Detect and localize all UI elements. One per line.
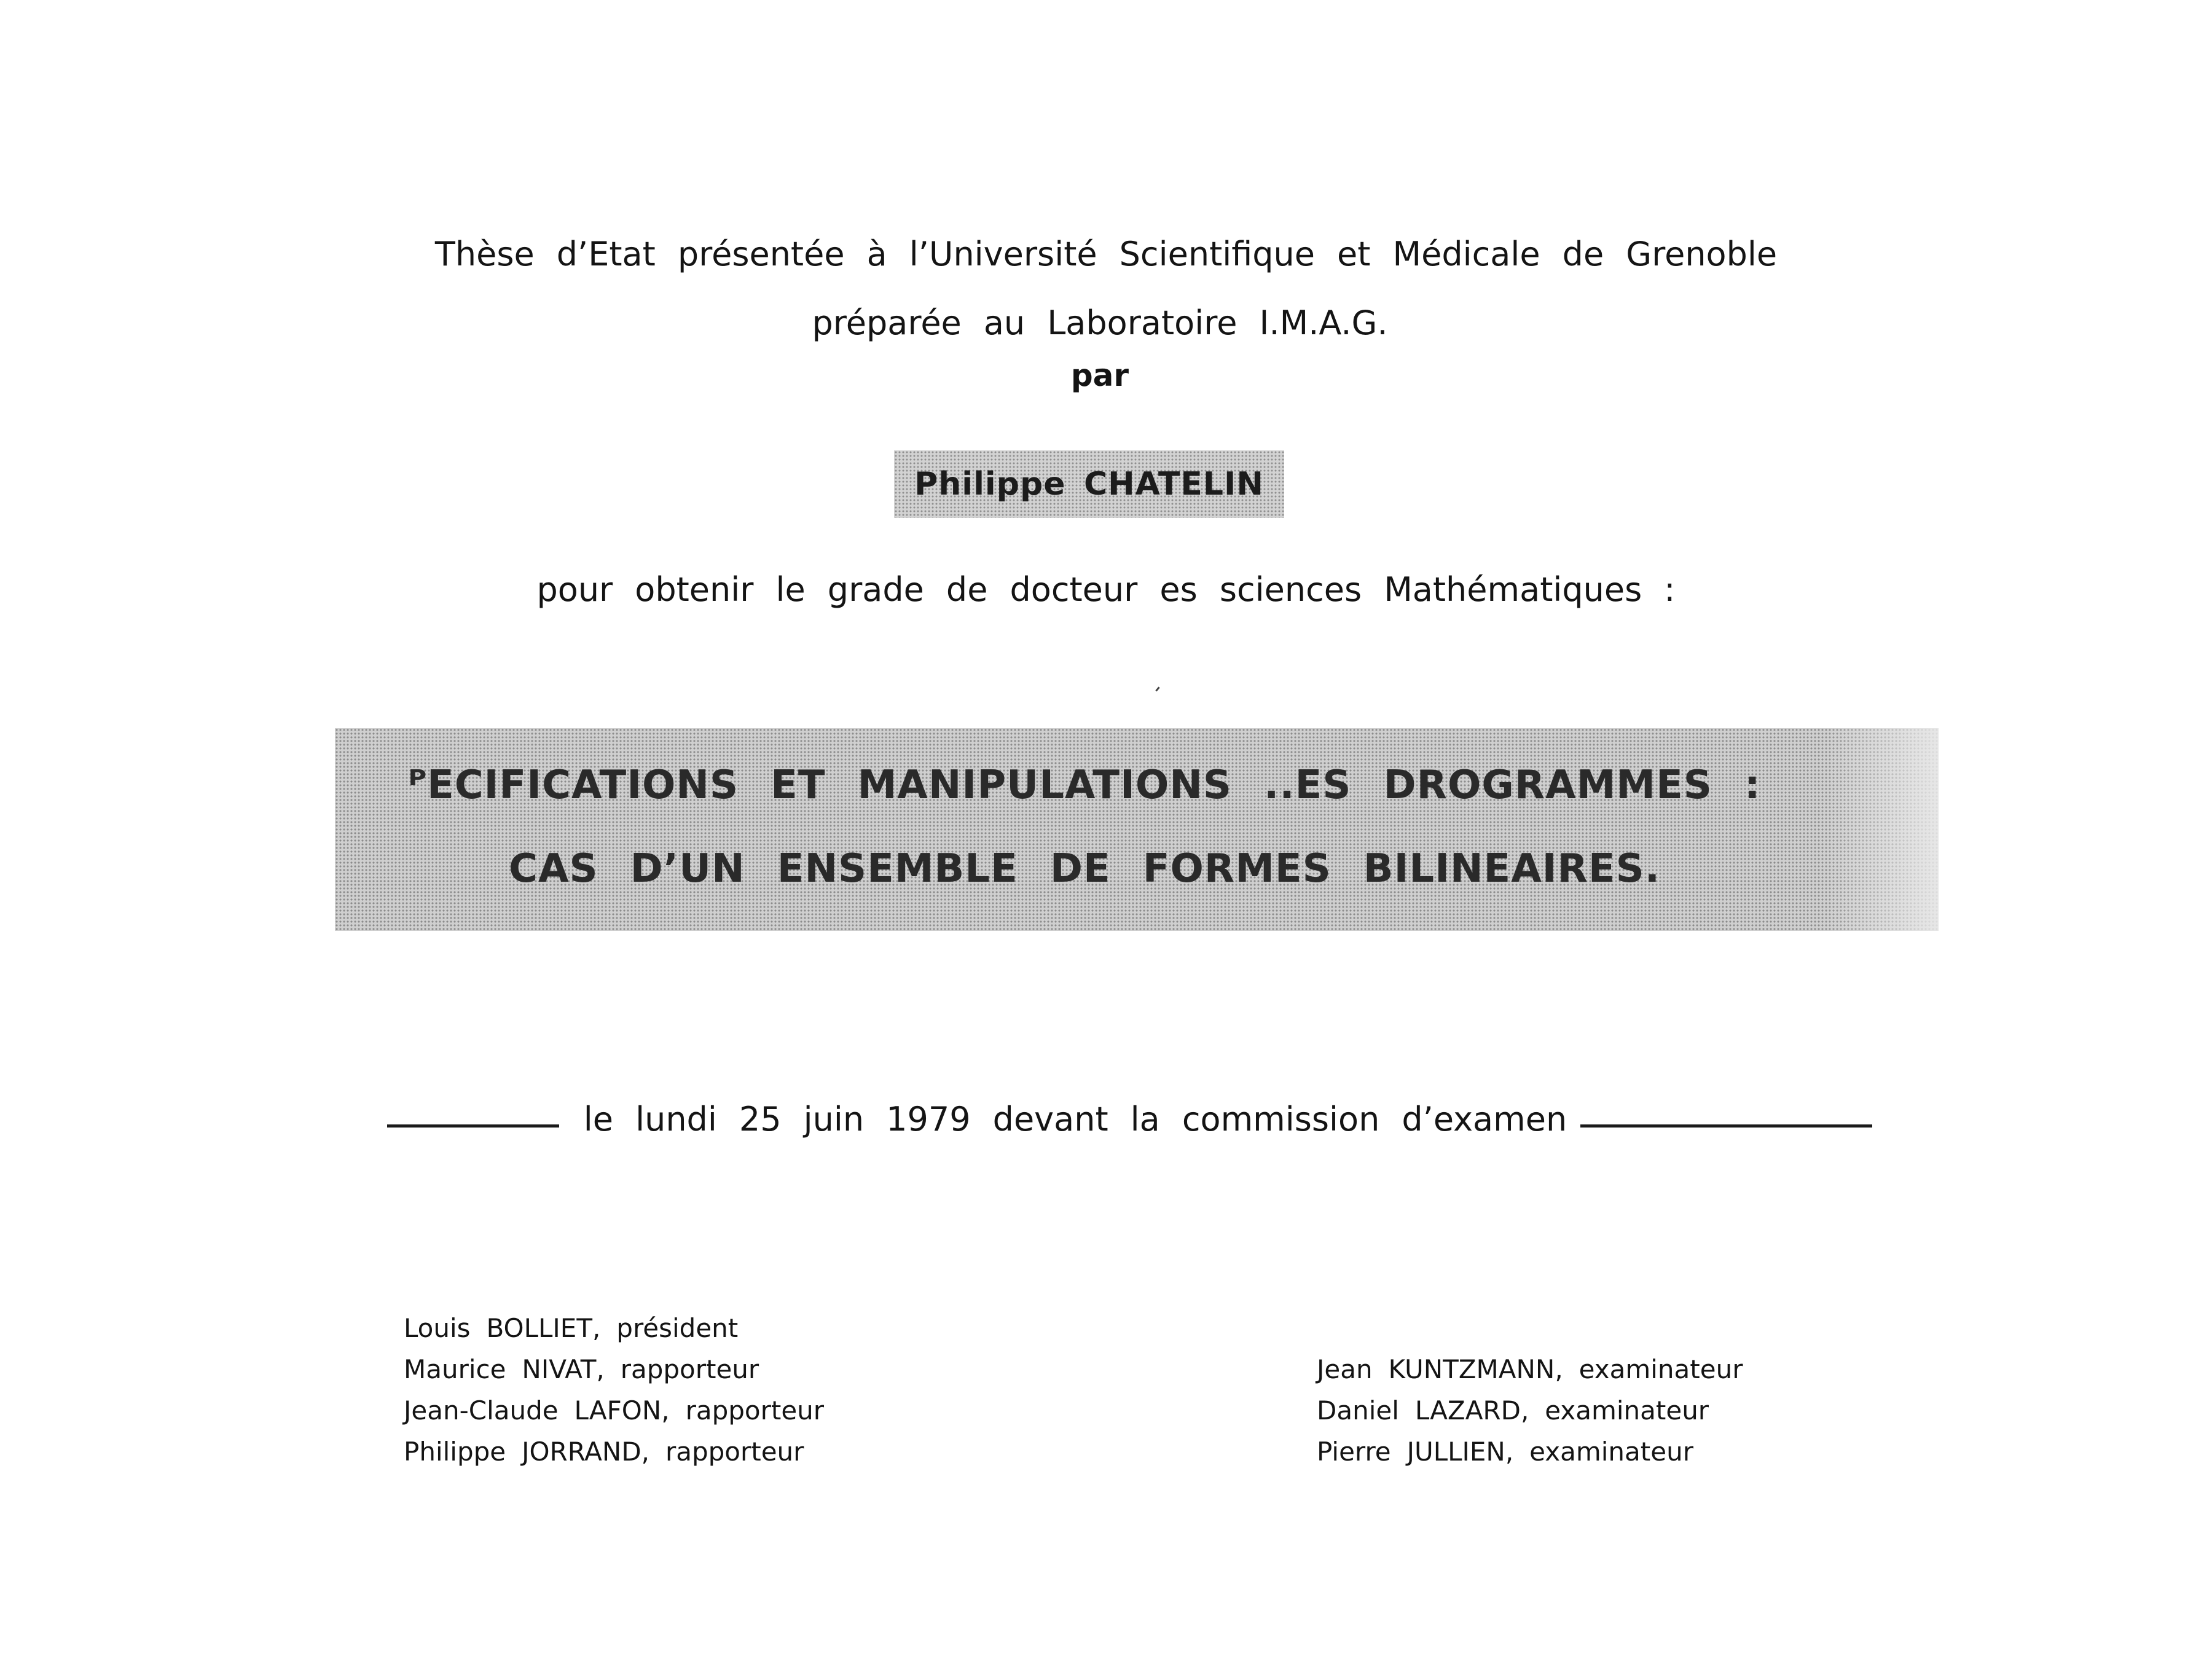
thesis-title-line-1: ᴾECIFICATIONS ET MANIPULATIONS ..ES DROGRAMMES :: [408, 763, 1761, 808]
jury-member: Jean-Claude LAFON, rapporteur: [404, 1395, 825, 1426]
header-line-par: par: [1070, 358, 1129, 393]
jury-member: Jean KUNTZMANN, examinateur: [1317, 1354, 1743, 1384]
header-line-laboratory: préparée au Laboratoire I.M.A.G.: [812, 304, 1388, 342]
defense-rule-left: [387, 1124, 559, 1128]
jury-member: Louis BOLLIET, président: [404, 1313, 739, 1343]
author-name: Philippe CHATELIN: [914, 466, 1264, 503]
author-highlight-box: [894, 450, 1284, 518]
degree-line: pour obtenir le grade de docteur es sciences Mathématiques :: [536, 570, 1676, 609]
defense-rule-right: [1580, 1124, 1872, 1128]
defense-date-line: le lundi 25 juin 1979 devant la commission d’examen: [583, 1100, 1567, 1139]
stray-mark: [1155, 686, 1159, 691]
jury-list-right: [1317, 1349, 1743, 1472]
thesis-title-line-2: CAS D’UN ENSEMBLE DE FORMES BILINEAIRES.: [509, 846, 1660, 892]
jury-list-left: [404, 1308, 824, 1472]
header-line-institution: Thèse d’Etat présentée à l’Université Scientifique et Médicale de Grenoble: [434, 235, 1778, 273]
title-box-fade: [1822, 728, 1939, 931]
thesis-title-box: [335, 728, 1939, 931]
jury-member: Daniel LAZARD, examinateur: [1317, 1395, 1709, 1426]
jury-member: Maurice NIVAT, rapporteur: [404, 1354, 759, 1384]
jury-member: Philippe JORRAND, rapporteur: [404, 1437, 804, 1467]
jury-member: Pierre JULLIEN, examinateur: [1317, 1437, 1693, 1467]
